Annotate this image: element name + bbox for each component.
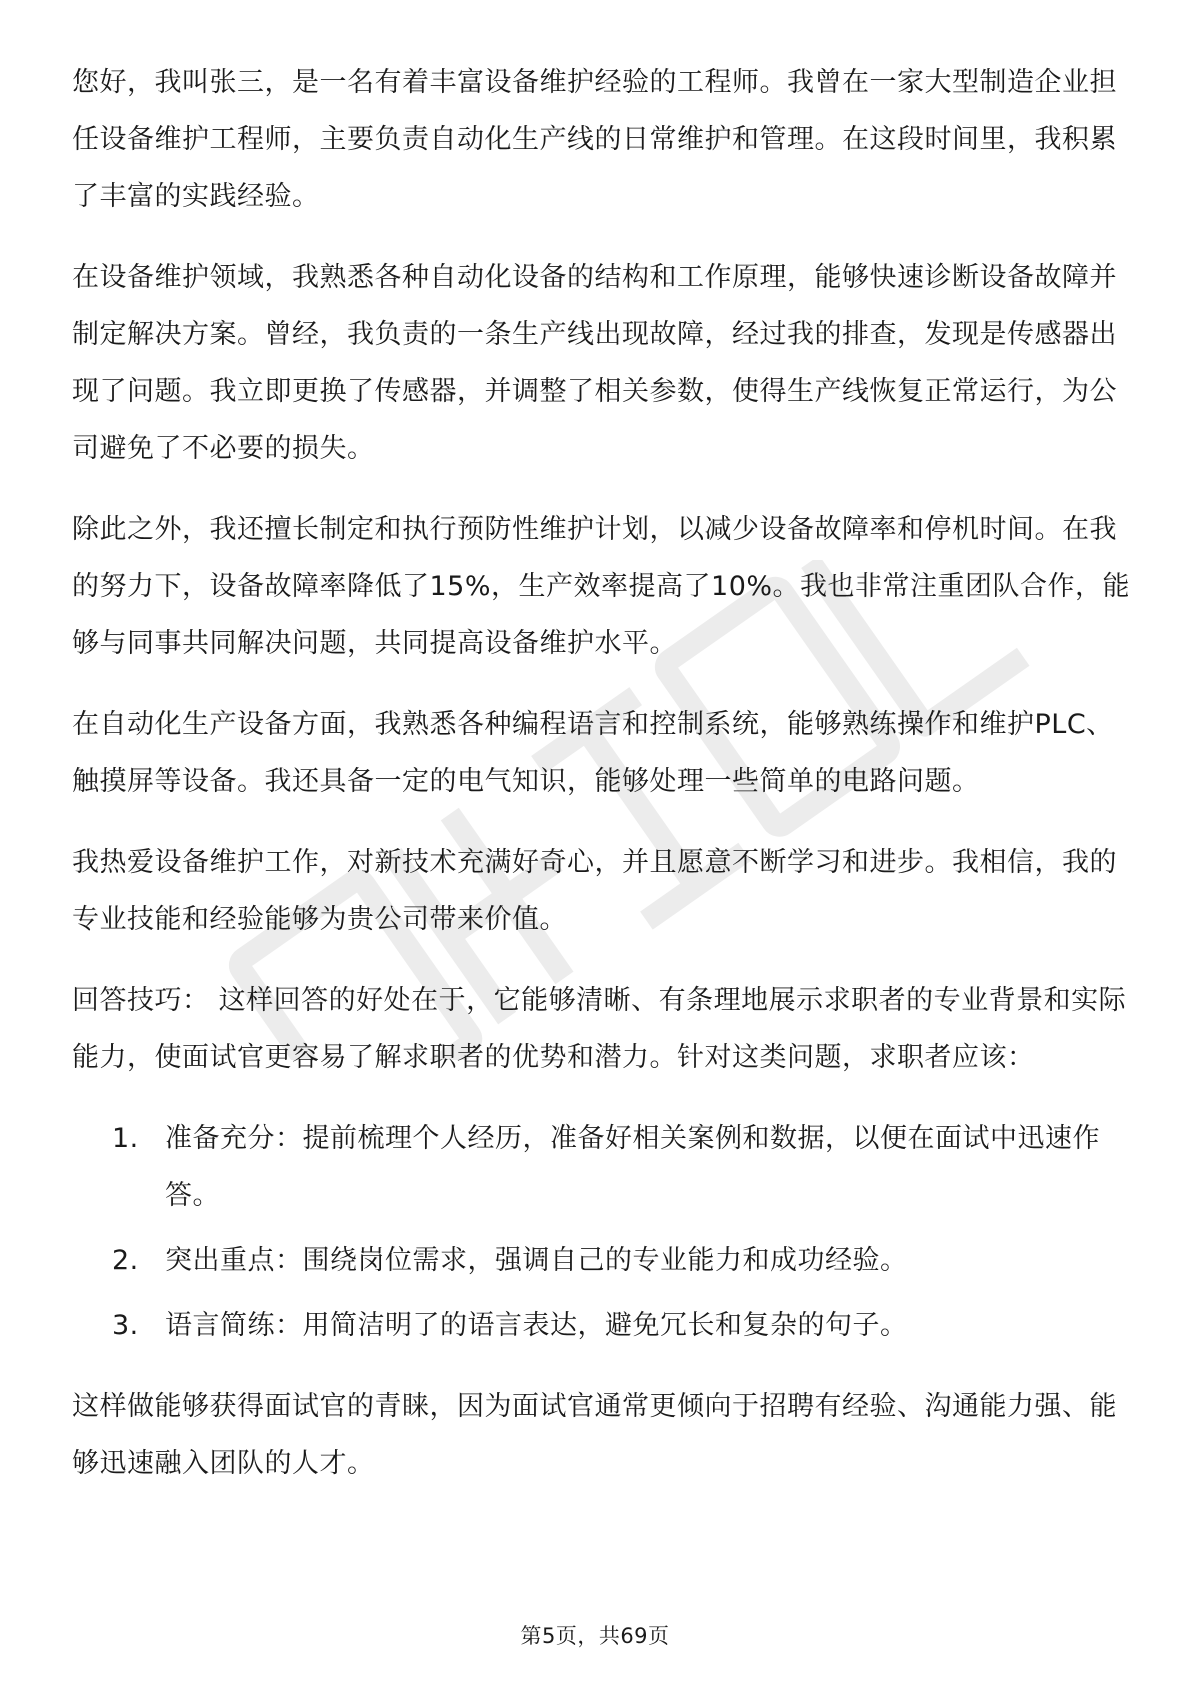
list-item-text: 突出重点：围绕岗位需求，强调自己的专业能力和成功经验。 — [165, 1245, 908, 1276]
paragraph-maintenance: 在设备维护领域，我熟悉各种自动化设备的结构和工作原理，能够快速诊断设备故障并制定解决方案。曾经，我负责的一条生产线出现故障，经过我的排查，发现是传感器出现了问题。我立即更换了传感器，并调整了相关参数，使得生产线恢复正常运行，为公司避免了不必要的损失。 — [72, 262, 1117, 464]
paragraph-intro: 您好，我叫张三，是一名有着丰富设备维护经验的工程师。我曾在一家大型制造企业担任设备维护工程师，主要负责自动化生产线的日常维护和管理。在这段时间里，我积累了丰富的实践经验。 — [72, 67, 1117, 212]
page-footer: 第5页，共69页 — [520, 1624, 670, 1648]
list-item — [112, 1232, 1132, 1289]
paragraph-answer-tips: 回答技巧： 这样回答的好处在于，它能够清晰、有条理地展示求职者的专业背景和实际能力，使面试官更容易了解求职者的优势和潜力。针对这类问题，求职者应该： — [72, 985, 1127, 1073]
main-content — [72, 54, 1132, 1516]
list-number: 3. — [112, 1310, 139, 1341]
list-number: 2. — [112, 1245, 139, 1276]
tips-list — [72, 1110, 1132, 1354]
paragraph-automation: 在自动化生产设备方面，我熟悉各种编程语言和控制系统，能够熟练操作和维护PLC、触摸屏等设备。我还具备一定的电气知识，能够处理一些简单的电路问题。 — [72, 709, 1114, 797]
list-item-text: 语言简练：用简洁明了的语言表达，避免冗长和复杂的句子。 — [165, 1310, 908, 1341]
list-item-text: 准备充分：提前梳理个人经历，准备好相关案例和数据，以便在面试中迅速作答。 — [165, 1123, 1100, 1211]
list-item — [112, 1297, 1132, 1354]
list-item — [112, 1110, 1132, 1224]
list-number: 1. — [112, 1123, 139, 1154]
paragraph-preventive: 除此之外，我还擅长制定和执行预防性维护计划，以减少设备故障率和停机时间。在我的努力下，设备故障率降低了15%，生产效率提高了10%。我也非常注重团队合作，能够与同事共同解决问题，共同提高设备维护水平。 — [72, 514, 1131, 659]
paragraph-passion: 我热爱设备维护工作，对新技术充满好奇心，并且愿意不断学习和进步。我相信，我的专业技能和经验能够为贵公司带来价值。 — [72, 847, 1117, 935]
paragraph-closing: 这样做能够获得面试官的青睐，因为面试官通常更倾向于招聘有经验、沟通能力强、能够迅速融入团队的人才。 — [72, 1391, 1117, 1479]
